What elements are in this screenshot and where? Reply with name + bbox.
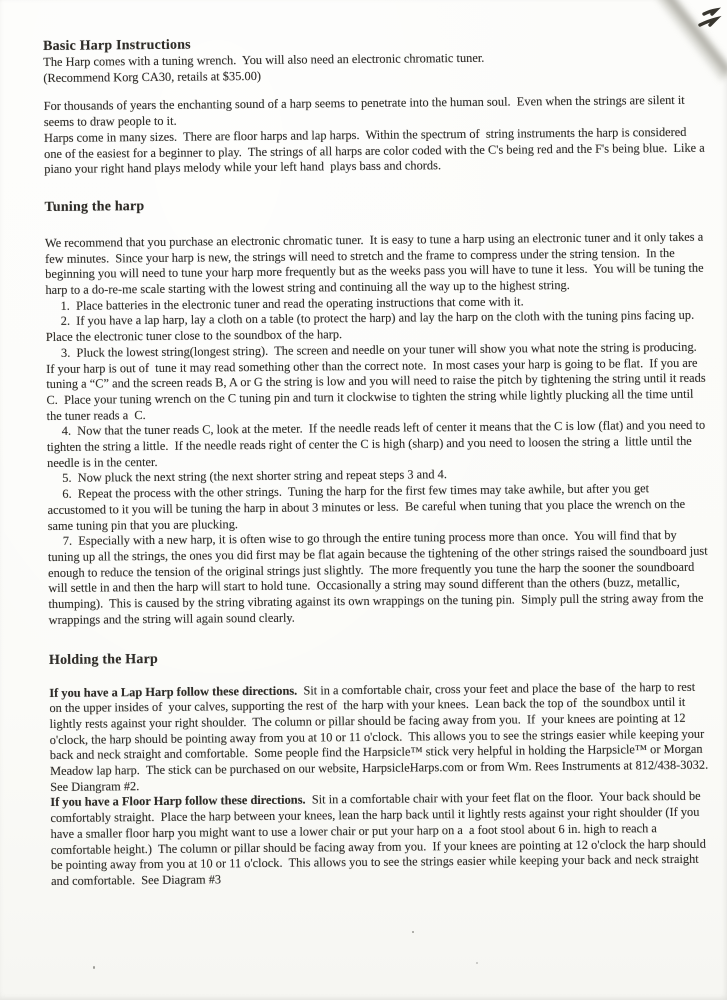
intro-paragraph-sizes: Harps come in many sizes. There are floor harps and lap harps. Within the spectrum of string instruments the harp is considered one of the easiest for a beginner to play. The strings of all harps are color coded with the C's being red and the F's being blue. Like a piano your right hand plays melody while your left hand plays bass and chords. [43,124,708,177]
tuning-paragraph: We recommend that you purchase an electronic chromatic tuner. It is easy to tune a harp using an electronic tuner and it only takes a few minutes. Since your harp is new, the strings will need to stretch and the frame to compress under the string tension. In the beginning you will need to tune your harp more frequently but as the weeks pass you will have to tune it less. You will be tuning the harp to a do-re-me scale starting with the lowest string and continuing all the way up to the highest string. [44,229,707,298]
holding-heading: Holding the Harp [48,651,159,668]
lap-harp-text: Sit in a comfortable chair, cross your feet and place the base of the harp to rest on the upper insides of your calves, supporting the rest of the harp with your knees. Lean back the top of the soundbox until it lightly rests against your right shoulder. The column or pillar should be facing away from you. If your knees are pointing at 12 o'clock, the harp should be pointing away from you at 10 or 11 o'clock. This allows you to see the strings easier while keeping your back and neck straight and comfortable. Some people find the Harpsicle™ stick very helpful in holding the Harpsicle™ or Morgan Meadow lap harp. The stick can be purchased on our website, HarpsicleHarps.com or from Wm. Rees Instruments at 812/438-3032. See Diangram #2. [49,679,715,794]
tuning-step-5: 5. Now pluck the next string (the next shorter string and repeat steps 3 and 4. [62,467,447,486]
intro-line-recommend: (Recommend Korg CA30, retails at $35.00) [43,68,262,85]
floor-harp-text: Sit in a comfortable chair with your feet flat on the floor. Your back should be comfortably straight. Place the harp between your knees, lean the harp back until it lightly rests against your right shoulder (If you have a smaller floor harp you might want to use a lower chair or put your harp on a a foot stool about 6 in. high to reach a comfortable height.) The column or pillar should be facing away from you. If your knees are pointing at 12 o'clock the harp should be pointing away from you at 10 or 11 o'clock. This allows you to see the strings easier while keeping your back and neck straight and comfortable. See Diagram #3 [50,789,710,888]
tuning-step-1: 1. Place batteries in the electronic tuner and read the operating instructions that come with it. [60,294,524,313]
scan-speck [476,962,478,964]
section-holding [48,645,715,889]
intro-heading: Basic Harp Instructions [43,37,191,54]
tuning-heading: Tuning the harp [44,198,145,215]
tuning-step-2: 2. If you have a lap harp, lay a cloth on a table (to protect the harp) and lay the harp on the cloth with the tuning pins facing up. Place the electronic tuner close to the soundbox of the harp. [45,308,701,345]
holding-floor-paragraph [50,789,712,890]
tuning-step-3: 3. Pluck the lowest string(longest string). The screen and needle on your tuner will show you what note the string is producing. If your harp is out of tune it may read something other than the correct note. In most cases your harp is going to be flat. If you are tuning a “C” and the screen reads B, A or G the string is low and you will need to raise the pitch by tightening the string until it reads C. Place your tuning wrench on the C tuning pin and turn it clockwise to tighten the string while lightly plucking all the time until the tuner reads a C. [46,339,709,423]
document-content [43,32,715,890]
lap-harp-lead: If you have a Lap Harp follow these directions. [49,683,298,700]
tuning-step-7: 7. Especially with a new harp, it is often wise to go through the entire tuning process more than once. You will find that by tuning up all the strings, the ones you did first may be flat again because the tightening of the other strings raised the soundboard just enough to reduce the tension of the original strings just slightly. The more frequently you tune the harp the sooner the soundboard will settle in and then the harp will start to hold tune. Occasionally a string may sound different than the others (buzz, metallic, thumping). This is caused by the string vibrating against its own wrappings on the tuning pin. Simply pull the string away from the wrappings and the string will again sound clearly. [47,528,711,627]
holding-lap-paragraph [49,679,715,795]
intro-paragraph-enchanting: For thousands of years the enchanting sound of a harp seems to penetrate into the human soul. Even when the strings are silent it seems to draw people to it. [43,93,688,130]
floor-harp-lead: If you have a Floor Harp follow these directions. [50,792,306,810]
section-tuning [45,193,710,629]
corner-pen-mark [700,10,716,25]
tuning-step-6: 6. Repeat the process with the other strings. Tuning the harp for the first few times may take awhile, but after you get accustomed to it you will be tuning the harp in about 3 minutes or less. Be careful when tuning that you place the wrench on the same tuning pin that you are plucking. [47,481,689,533]
scan-speck [93,966,95,969]
tuning-step-4: 4. Now that the tuner reads C, look at the meter. If the needle reads left of center it means that the C is low (flat) and you need to tighten the string a little. If the needle reads right of center the C is high (sharp) and you need to loosen the string a little until the needle is in the center. [46,417,709,470]
scan-speck [412,931,414,933]
intro-line-tuning-wrench: The Harp comes with a tuning wrench. You will also need an electronic chromatic tuner. [43,50,485,69]
section-intro [43,32,708,178]
